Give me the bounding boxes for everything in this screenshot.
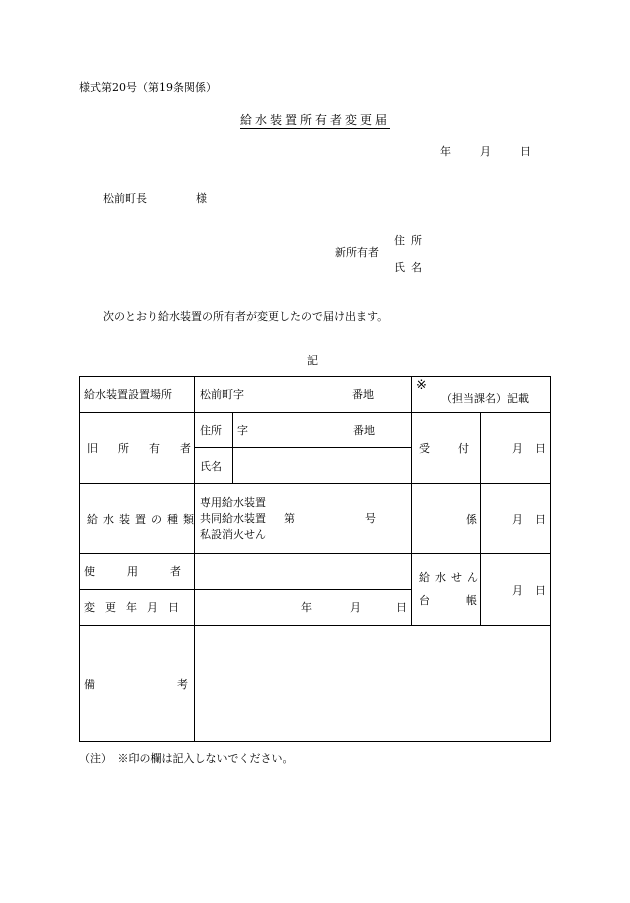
location-label: 給水装置設置場所: [84, 388, 172, 401]
form-table: [79, 376, 551, 742]
type-label: 給水装置の種類: [87, 513, 199, 526]
old-owner-label-text: 旧所有者: [87, 442, 211, 455]
change-date-label: 変更年月日: [84, 601, 189, 614]
document-title-text: 給水装置所有者変更届: [239, 113, 390, 127]
location-banchi: 番地: [352, 388, 374, 401]
date-day: 日: [520, 145, 531, 158]
new-owner-name-label: 氏名: [394, 261, 428, 274]
change-date-month: 月: [350, 601, 361, 614]
ledger-label-line1: 給水せん: [419, 571, 483, 584]
type-option-3: 私設消火せん: [200, 528, 266, 541]
ledger-day: 日: [535, 584, 546, 597]
old-address-aza: 字: [237, 424, 248, 437]
intro-text: 次のとおり給水装置の所有者が変更したので届け出ます。: [103, 310, 389, 323]
addressee-honorific: 様: [196, 192, 207, 205]
change-date-year: 年: [301, 601, 312, 614]
remarks-label: 備考: [84, 678, 270, 691]
location-value: 松前町字: [200, 388, 244, 401]
old-address-banchi: 番地: [353, 424, 375, 437]
addressee: 松前町長: [103, 192, 147, 205]
form-number: 様式第20号（第19条関係）: [79, 81, 217, 94]
type-go: 号: [365, 512, 376, 525]
office-mark: ※: [416, 378, 427, 393]
type-option-2: 共同給水装置: [200, 512, 266, 525]
footnote: （注） ※印の欄は記入しないでください。: [79, 752, 294, 765]
office-note: （担当課名）記載: [441, 392, 529, 405]
new-owner-address-label: 住所: [394, 234, 428, 247]
date-line: [440, 146, 531, 157]
date-month: 月: [480, 145, 491, 158]
uketsuke-label: 受付: [419, 442, 497, 455]
date-year: 年: [440, 145, 451, 158]
old-name-label: 氏名: [200, 460, 222, 473]
old-owner-label: [87, 442, 211, 455]
kakari-month: 月: [512, 513, 523, 526]
new-owner-label: 新所有者: [335, 246, 379, 259]
kakari-label: 係: [466, 513, 477, 526]
user-label: 使用者: [84, 565, 213, 578]
document-title: [0, 114, 630, 126]
ledger-month: 月: [512, 584, 523, 597]
kakari-day: 日: [535, 513, 546, 526]
type-dai: 第: [284, 512, 295, 525]
change-date-day: 日: [396, 601, 407, 614]
type-option-1: 専用給水装置: [200, 496, 266, 509]
uketsuke-month: 月: [512, 442, 523, 455]
ledger-label-line2: 台帳: [419, 594, 513, 607]
ki-heading: 記: [307, 354, 318, 367]
old-address-label: 住所: [200, 424, 222, 437]
uketsuke-day: 日: [535, 442, 546, 455]
